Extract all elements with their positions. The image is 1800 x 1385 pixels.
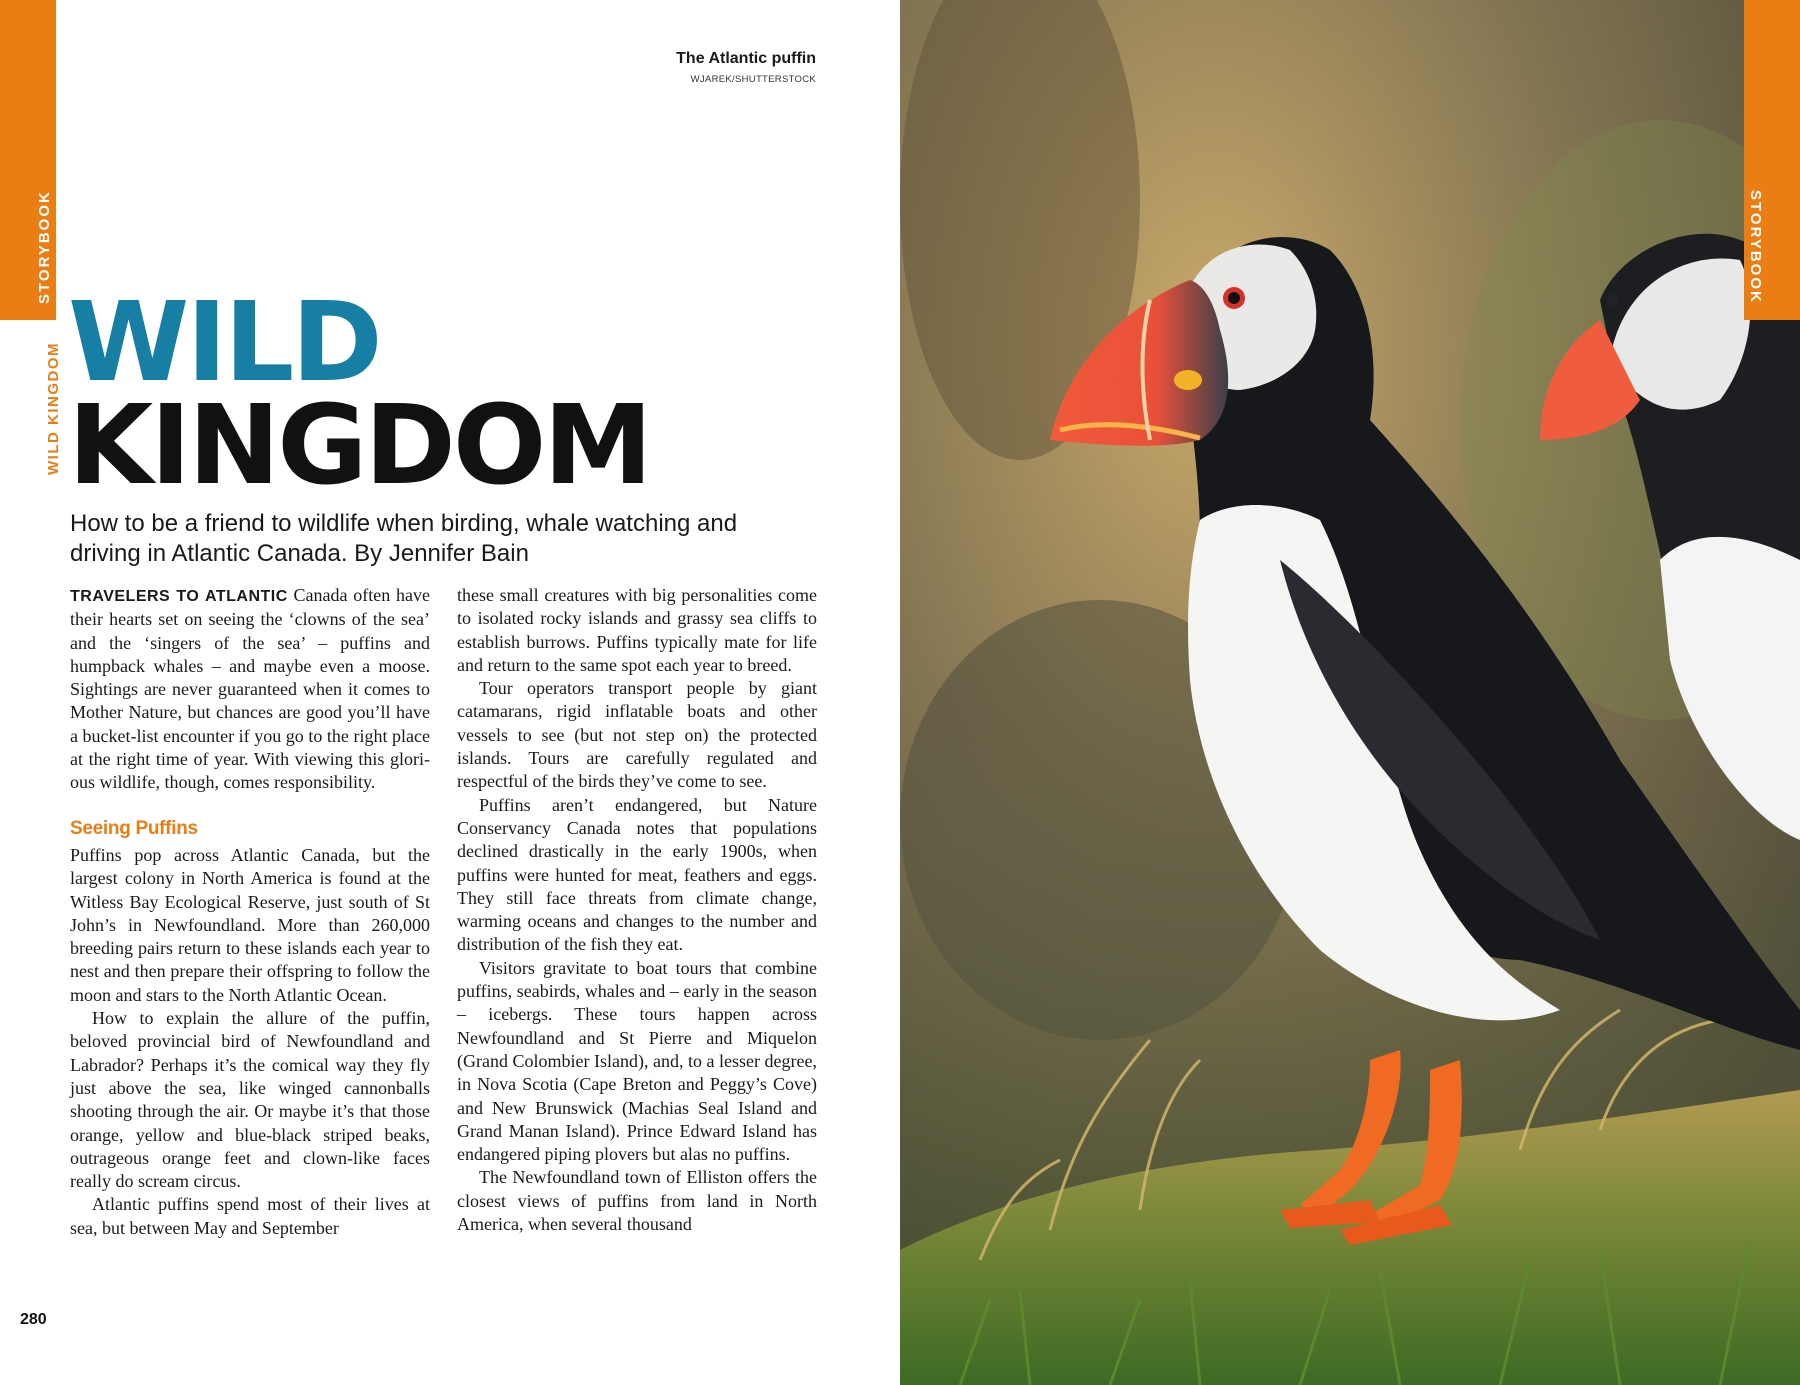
paragraph: The Newfoundland town of Elliston offers the closest views of puffins from land in North America, when several thousand — [457, 1167, 817, 1235]
side-tab-right-label: STORYBOOK — [1747, 190, 1764, 304]
paragraph-text: Canada often have their hearts set on seeing the ‘clowns of the sea’ and the ‘singers of the sea’ – puffins and humpback whales – and maybe even a moose. Sightings are never guaranteed when it comes to Mother Nature, but chances are good you’ll have a bucket-list encounter if you go to the right place at the right time of year. With viewing this glorious wildlife, though, comes responsibility. — [70, 585, 430, 793]
paragraph: Atlantic puffins spend most of their lives at sea, but between May and September — [70, 1194, 430, 1238]
lead-in: TRAVELERS TO ATLANTIC — [70, 588, 288, 605]
article-column-1 — [70, 584, 430, 1240]
puffin-illustration — [900, 0, 1800, 1385]
paragraph: How to explain the allure of the puffin, beloved provincial bird of Newfoundland and Labrador? Perhaps it’s the comical way they fly just above the sea, like winged cannonballs shooting through the air. Or maybe it’s that those orange, yellow and blue-black striped beaks, outrageous orange feet and clown-like faces really do scream circus. — [70, 1008, 430, 1192]
headline-line-1: WILD — [68, 278, 380, 406]
subhead: Seeing Puffins — [70, 817, 198, 839]
caption-title: The Atlantic puffin — [676, 50, 816, 67]
paragraph — [70, 584, 430, 795]
puffin-photo — [900, 0, 1800, 1385]
article-column-2 — [457, 584, 817, 1236]
photo-credit: WJAREK/SHUTTERSTOCK — [690, 74, 816, 85]
section-label: WILD KINGDOM — [45, 342, 62, 475]
photo-caption — [676, 50, 816, 85]
paragraph: these small creatures with big personalities come to isolated rocky islands and grassy sea cliffs to establish burrows. Puffins typically mate for life and return to the same spot each year to breed. — [457, 585, 817, 675]
headline-line-2: KINGDOM — [68, 381, 650, 509]
paragraph: Tour operators transport people by giant catamarans, rigid inflatable boats and other vessels to see (but not step on) the protected islands. Tours are carefully regulated and respectful of the birds they’ve come to see. — [457, 678, 817, 792]
headline — [68, 278, 650, 509]
side-tab-label: STORYBOOK — [36, 190, 53, 304]
standfirst: How to be a friend to wildlife when birding, whale watching and driving in Atlantic Canada. By Jennifer Bain — [70, 510, 738, 567]
page-number: 280 — [20, 1311, 47, 1328]
paragraph: Visitors gravitate to boat tours that combine puffins, seabirds, whales and – early in the season – icebergs. These tours happen across Newfoundland and St Pierre and Miquelon (Grand Colombier Island), and, to a lesser degree, in Nova Scotia (Cape Breton and Peggy’s Cove) and New Brunswick (Machias Seal Island and Grand Manan Island). Prince Edward Island has endangered piping plovers but alas no puffins. — [457, 957, 817, 1165]
paragraph: Puffins pop across Atlantic Canada, but the largest colony in North America is found at the Witless Bay Ecological Reserve, just south of St John’s in Newfoundland. More than 260,000 breeding pairs return to these islands each year to nest and then prepare their offspring to follow the moon and stars to the North Atlantic Ocean. — [70, 844, 430, 1005]
paragraph: Puffins aren’t endangered, but Nature Conservancy Canada notes that populations declined drastically in the early 1900s, when puffins were hunted for meat, feathers and eggs. They still face threats from climate change, warming oceans and changes to the number and distribution of the fish they eat. — [457, 794, 817, 955]
